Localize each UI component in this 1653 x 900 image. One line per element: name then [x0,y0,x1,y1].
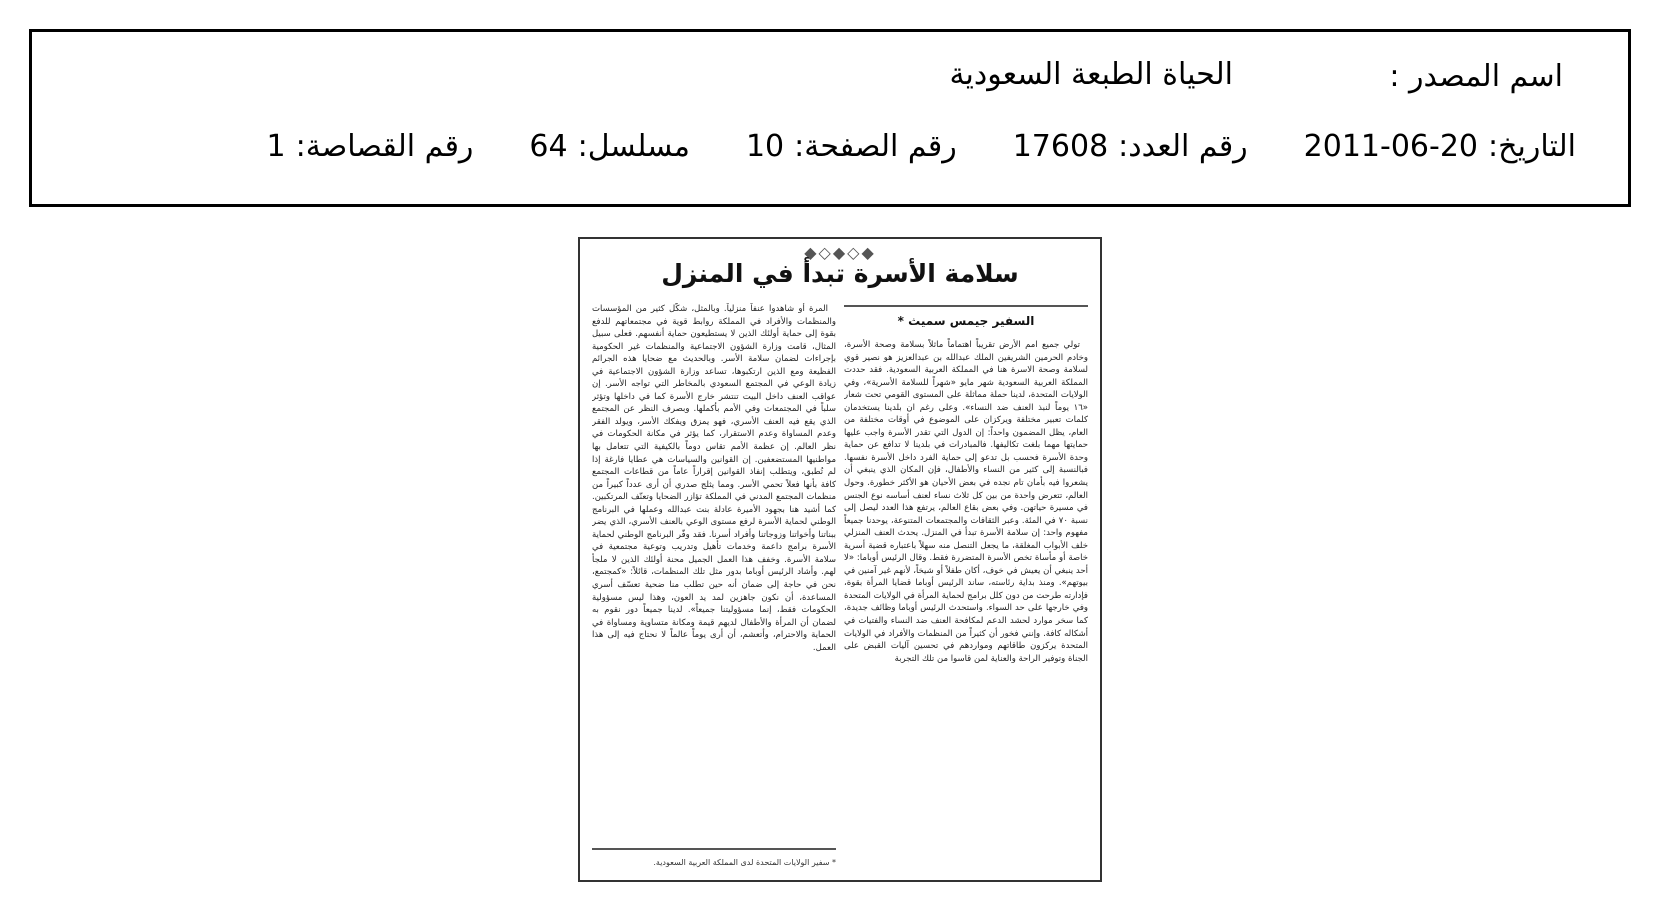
page-value: 10 [745,129,785,164]
source-label: اسم المصدر : [1389,59,1563,94]
issue-field [1012,129,1248,164]
newspaper-clipping [578,237,1102,882]
date-field [1303,129,1576,164]
byline-divider [844,305,1088,307]
date-value: 2011-06-20 [1303,129,1479,164]
article-byline: السفير جيمس سميث * [897,314,1035,328]
issue-label: رقم العدد: [1118,129,1248,164]
article-body-left: المرة أو شاهدوا عنفاً منزلياً. وبالمثل، شكّل كثير من المؤسسات والمنظمات والأفراد في المملكة روابط قوية في مجتمعاتهم للدفع بقوة إلى حماية أولئك الذين لا يستطيعون حماية أنفسهم. فعلى سبيل المثال، قامت وزارة الشؤون الاجتماعية والمنظمات غير الحكومية بإجراءات لضمان سلامة الأسر. وبالحديث مع ضحايا هذه الجرائم الفظيعة ومع الذين ارتكبوها، تساعد وزارة الشؤون الاجتماعية في زيادة الوعي في المجتمع السعودي بالمخاطر التي تواجه الأسر. إن عواقب العنف داخل البيت تنتشر خارج الأسرة كما في داخلها وتؤثر سلباً في المجتمعات وفي الأمم بأكملها. وبصرف النظر عن المجتمع الذي يقع فيه العنف الأسري، فهو يمزق ويفكك الأسر، ويولد الفقر وعدم المساواة وعدم الاستقرار، كما يؤثر في مكانة الحكومات في نظر العالم. إن عظمة الأمم تقاس دوماً بالكيفية التي تتعامل بها مواطنيها المستضعفين. إن القوانين والسياسات هي عطايا فارغة إذا لم تُطبق، ويتطلب إنفاذ القوانين إقراراً عاماً من قطاعات المجتمع كافة بأنها فعلاً تحمي الأسر. ومما يثلج صدري أن أرى عدداً كبيراً من منظمات المجتمع المدني في المملكة تؤازر الضحايا وتعنّف المرتكبين. كما أشيد هنا بجهود الأميرة عادلة بنت عبدالله وعملها في البرنامج الوطني لحماية الأسرة لرفع مستوى الوعي بالعنف الأسري، الذي يضر ببناتنا وأخواتنا وزوجاتنا وأفراد أسرنا. فقد وفّر البرنامج الوطني لحماية الأسرة برامج داعمة وخدمات تأهيل وتدريب وتوعية مجتمعية في سلامة الأسرة. وخفف هذا العمل الجميل محنة أولئك الذين لا ملجأ لهم. وأشاد الرئيس أوباما بدور مثل تلك المنظمات، قائلاً: «كمجتمع، نحن في حاجة إلى ضمان أنه حين تطلب منا ضحية تعسّف أسري المساعدة، أن نكون جاهزين لمد يد العون، وهذا ليس مسؤولية الحكومات فقط، إنما مسؤوليتنا جميعاً». لدينا جميعاً دور نقوم به لضمان أن المرأة والأطفال لديهم قيمة ومكانة متساوية ومساواة في الحماية والاحترام، وأتعشم، أن أرى يوماً عالماً لا نحتاج فيه إلى هذا العمل. [592,304,836,653]
clip-number-field [266,129,474,164]
serial-label: مسلسل: [577,129,690,164]
ornament-icon: ◆◇◆◇◆ [804,243,876,262]
serial-field [529,129,690,164]
page-field [745,129,957,164]
article-headline: سلامة الأسرة تبدأ في المنزل [661,259,1019,288]
clipping-info-header [29,29,1631,207]
date-label: التاريخ: [1488,129,1576,164]
article-column-left [592,303,836,843]
author-footnote: * سفير الولايات المتحدة لدى المملكة العربية السعودية. [653,858,836,867]
metadata-row [266,129,1576,164]
page-label: رقم الصفحة: [794,129,957,164]
serial-value: 64 [529,129,568,164]
article-body-right: تولي جميع امم الأرض تقريباً اهتماماً ماثلاً بسلامة وصحة الأسرة، وخادم الحرمين الشريفين الملك عبدالله بن عبدالعزيز هو نصير قوي لسلامة وصحة الاسرة هنا في المملكة العربية السعودية. فقد حددت المملكة العربية السعودية شهر مايو «شهراً للسلامة الأسرية»، وفي الولايات المتحدة، لدينا حملة مماثلة على المستوى القومي تحت شعار «١٦ يوماً لنبذ العنف ضد النساء». وعلى رغم ان بلدينا يستخدمان كلمات تعبير مختلفة ويركزان على الموضوع في أوقات مختلفة من العام، يظل المضمون واحداً: إن الدول التي تقدر الأسرة واجب عليها حمايتها مهما بلغت تكاليفها. فالمبادرات في بلدينا لا تدافع عن حماية وحدة الأسرة فحسب بل تدعو إلى حماية الفرد داخل الأسرة نفسها. فبالنسبة إلى كثير من النساء والأطفال، فإن المكان الذي ينبغي أن يشعروا فيه بأمان تام نجده في بعض الأحيان هو الأكثر خطورة. وحول العالم، تتعرض واحدة من بين كل ثلاث نساء لعنف أساسه نوع الجنس في مسيرة حياتهن. وفي بعض بقاع العالم، يرتفع هذا العدد ليصل إلى نسبة ٧٠ في المئة. وعبر الثقافات والمجتمعات المتنوعة، يوحدنا جميعاً مفهوم واحد: إن سلامة الأسرة تبدأ في المنزل. يحدث العنف المنزلي خلف الأبواب المغلقة، ما يجعل التنصل منه سهلاً باعتباره قضية أسرية خاصة أو مأساة تخص الأسرة المتضررة فقط. وقال الرئيس أوباما: «لا أحد ينبغي أن يعيش في خوف، أكان طفلاً أو شيخاً، لأنهم غير آمنين في بيوتهم». ومنذ بداية رئاسته، ساند الرئيس أوباما قضايا المرأة بقوة، فإدارته طرحت من دون كلل برامج لحماية المرأة في الولايات المتحدة وفي خارجها على حد السواء. واستحدث الرئيس أوباما وظائف جديدة، كما سخر موارد لحشد الدعم لمكافحة العنف ضد النساء والفتيات في أشكاله كافة. وإنني فخور أن كثيراً من المنظمات والأفراد في الولايات المتحدة يركزون طاقاتهم ومواردهم في تحسين آليات القبض على الجناة وتوفير الراحة والعناية لمن قاسوا من تلك التجربة [844,340,1088,664]
footnote-divider [592,848,836,850]
source-name: الحياة الطبعة السعودية [949,57,1233,92]
article-column-right [844,303,1088,863]
clip-number-value: 1 [266,129,286,164]
clip-number-label: رقم القصاصة: [295,129,474,164]
issue-value: 17608 [1012,129,1109,164]
